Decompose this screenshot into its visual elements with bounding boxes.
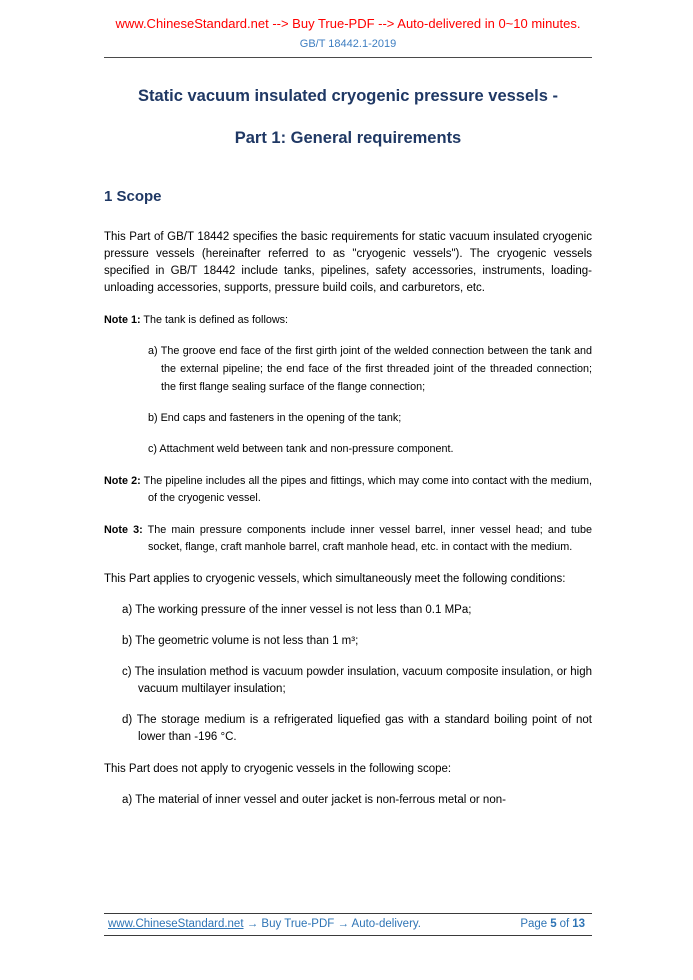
- page-total: 13: [572, 918, 585, 930]
- page-footer: [104, 913, 592, 936]
- condition-item-a: a) The working pressure of the inner vessel is not less than 0.1 MPa;: [122, 604, 472, 616]
- footer-line: [104, 914, 592, 935]
- page-of-label: of: [559, 918, 570, 930]
- note-3: [104, 522, 592, 556]
- note-1-item-b: b) End caps and fasteners in the opening of the tank;: [148, 412, 402, 424]
- document-title: [104, 86, 592, 148]
- promo-banner-link[interactable]: www.ChineseStandard.net --> Buy True-PDF --> Auto-delivered in 0~10 minutes.: [115, 16, 581, 31]
- note-1: [104, 312, 592, 329]
- exclusion-item-a: a) The material of inner vessel and outer jacket is non-ferrous metal or non-: [122, 794, 506, 806]
- page-indicator: [520, 918, 588, 930]
- exclusions-intro-paragraph: This Part does not apply to cryogenic vessels in the following scope:: [104, 763, 452, 775]
- condition-item-c: c) The insulation method is vacuum powder insulation, vacuum composite insulation, or high vacuum multilayer insulation;: [122, 666, 592, 695]
- document-body: [104, 86, 592, 809]
- scope-heading: 1 Scope: [104, 188, 162, 205]
- scope-intro-paragraph: This Part of GB/T 18442 specifies the basic requirements for static vacuum insulated cryogenic pressure vessels (hereinafter referred to as "cryogenic vessels"). The cryogenic vessels specified in GB/T 18442 include tanks, pipelines, safety accessories, instruments, loading-unloading accessories, supports, pressure build coils, and carburetors, etc.: [104, 231, 592, 294]
- note-2-label: Note 2:: [104, 475, 141, 487]
- note-3-label: Note 3:: [104, 524, 143, 536]
- note-1-text: The tank is defined as follows:: [143, 314, 289, 326]
- note-2: [104, 473, 592, 507]
- note-2-text: The pipeline includes all the pipes and fittings, which may come into contact with the medium, of the cryogenic vessel.: [143, 475, 592, 504]
- note-3-text: The main pressure components include inner vessel barrel, inner vessel head; and tube socket, flange, craft manhole barrel, craft manhole head, etc. in contact with the medium.: [147, 524, 593, 553]
- title-line-2: Part 1: General requirements: [234, 129, 462, 147]
- note-1-item-a: a) The groove end face of the first girth joint of the welded connection between the tank and the external pipeline; the end face of the first threaded joint of the threaded connection; the first flange sealing surface of the flange connection;: [148, 345, 592, 393]
- footer-promo: [108, 918, 421, 930]
- conditions-intro-paragraph: This Part applies to cryogenic vessels, which simultaneously meet the following conditions:: [104, 573, 566, 585]
- page-number: 5: [550, 918, 557, 930]
- footer-divider-bottom: [104, 935, 592, 936]
- note-1-label: Note 1:: [104, 314, 141, 326]
- header-divider: [104, 57, 592, 58]
- page-header: [104, 16, 592, 58]
- condition-item-b: b) The geometric volume is not less than 1 m³;: [122, 635, 359, 647]
- footer-website-link[interactable]: www.ChineseStandard.net: [108, 918, 244, 930]
- condition-item-d: d) The storage medium is a refrigerated liquefied gas with a standard boiling point of not lower than -196 °C.: [122, 714, 592, 743]
- footer-tail-text: → Buy True-PDF → Auto-delivery.: [243, 918, 421, 930]
- standard-code: GB/T 18442.1-2019: [299, 38, 397, 50]
- page-label: Page: [520, 918, 548, 930]
- title-line-1: Static vacuum insulated cryogenic pressure vessels -: [137, 87, 559, 105]
- note-1-item-c: c) Attachment weld between tank and non-pressure component.: [148, 443, 454, 455]
